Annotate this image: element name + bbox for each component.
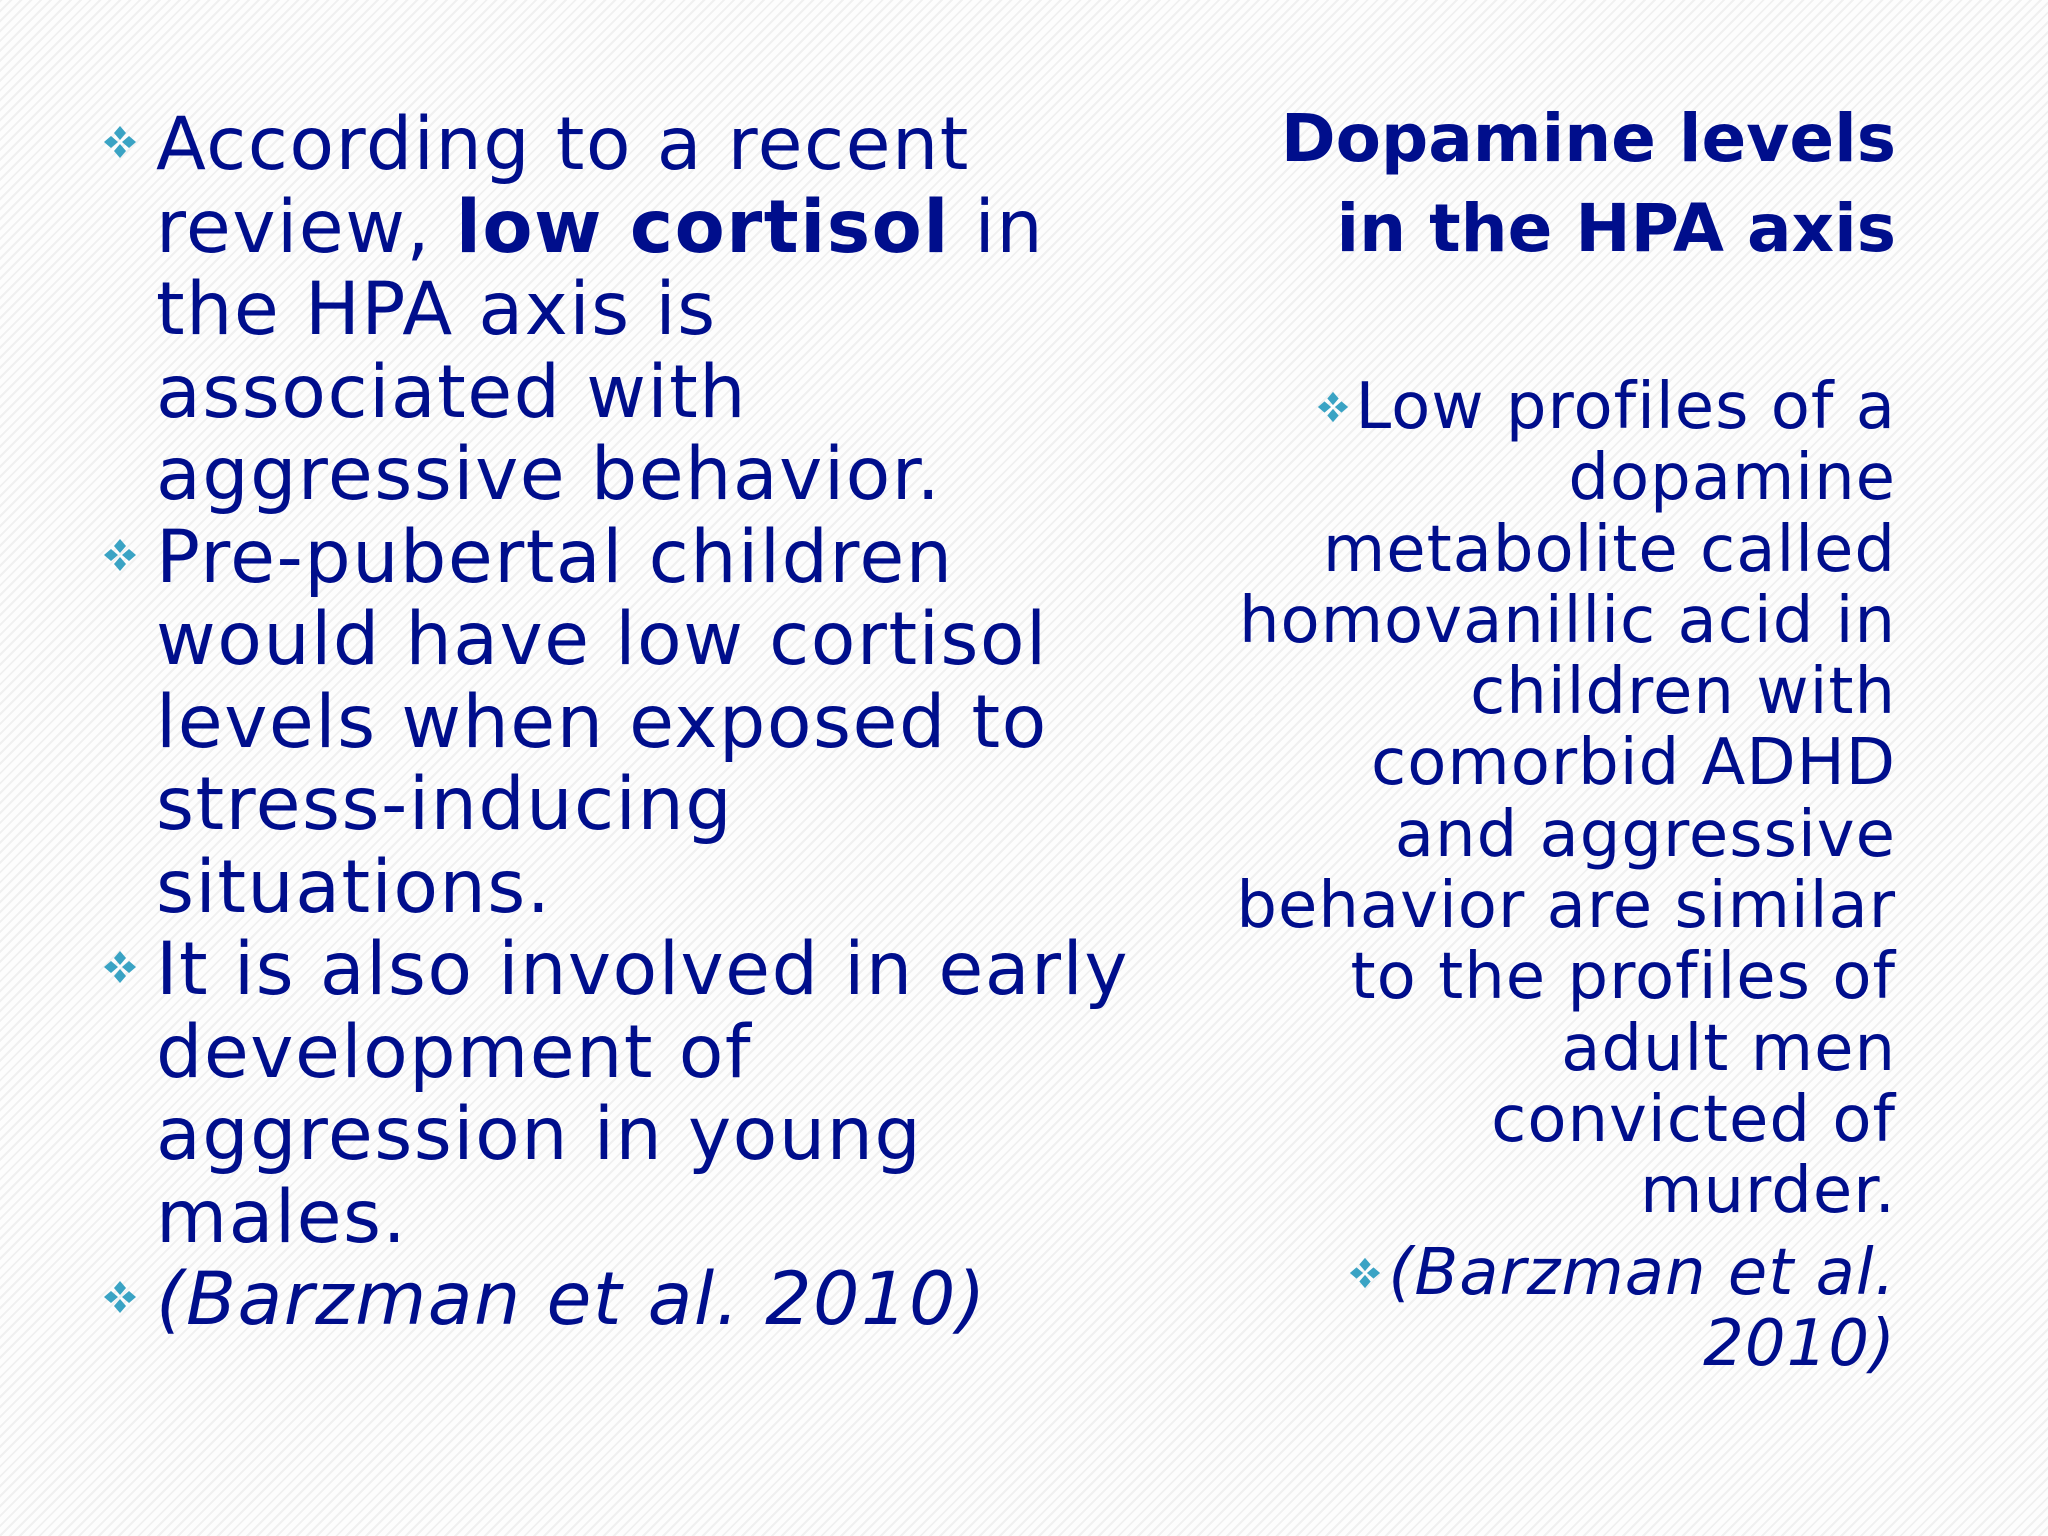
four-diamond-bullet-icon (102, 1279, 138, 1315)
left-bullet-1 (98, 104, 1138, 517)
left-bullet-3 (98, 929, 1138, 1259)
left-bullet-1-text-pre: According to a recent review, (156, 102, 970, 270)
four-diamond-bullet-icon (102, 537, 138, 573)
left-bullet-3-text: It is also involved in early development of aggression in young males. (156, 927, 1130, 1260)
left-bullet-1-text-post: in the HPA axis is associated with aggressive behavior. (156, 184, 1045, 517)
left-citation-text: (Barzman et al. 2010) (156, 1257, 987, 1342)
left-bullet-2-text: Pre-pubertal children would have low cortisol levels when exposed to stress-inducing situations. (156, 514, 1048, 930)
right-title (1236, 94, 1896, 274)
right-bullet-list (1236, 372, 1896, 1380)
four-diamond-bullet-icon (1348, 1256, 1382, 1290)
left-bullet-1-text-bold: low cortisol (455, 184, 950, 270)
right-citation-line-1: (Barzman et al. (1388, 1235, 1896, 1310)
left-citation (98, 1259, 1138, 1342)
four-diamond-bullet-icon (102, 949, 138, 985)
left-bullet-2 (98, 514, 1138, 930)
right-title-line-1: Dopamine levels (1280, 100, 1896, 177)
right-citation (1236, 1235, 1896, 1381)
left-bullet-list (98, 104, 1138, 1342)
right-bullet-1 (1236, 372, 1896, 1228)
right-bullet-1-text: Low profiles of a dopamine metabolite called homovanillic acid in children with comorbid ADHD and aggressive behavior are similar to the profiles of adult men convicted of murder. (1236, 370, 1896, 1229)
four-diamond-bullet-icon (102, 124, 138, 160)
right-citation-line-2: 2010) (1703, 1306, 1896, 1381)
right-title-line-2: in the HPA axis (1336, 190, 1896, 267)
four-diamond-bullet-icon (1316, 390, 1350, 424)
